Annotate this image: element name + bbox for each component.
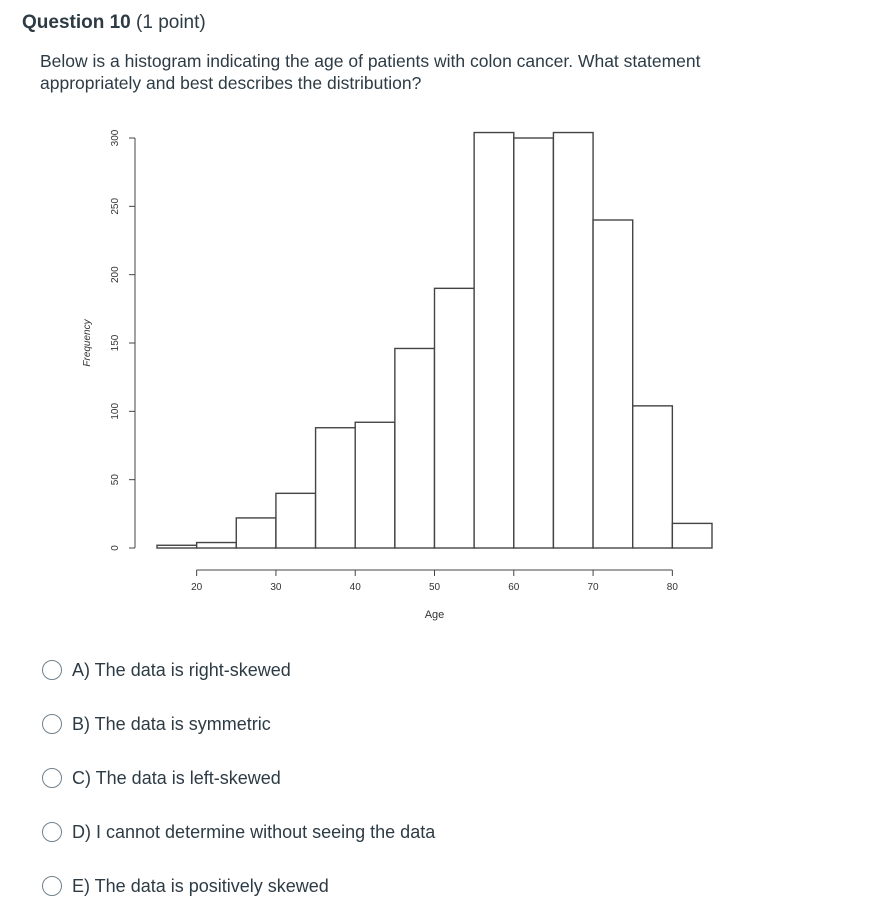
y-tick-label: 50 [110,474,121,486]
y-tick-label: 100 [110,402,121,420]
histogram-bar [197,543,237,548]
choice-label: A) The data is right-skewed [72,659,291,680]
histogram-bar [553,133,593,548]
radio-button[interactable] [42,822,62,842]
histogram-chart [60,108,740,638]
radio-button[interactable] [42,768,62,788]
choice-label: C) The data is left-skewed [72,767,281,788]
histogram-bar [474,133,514,548]
histogram-bar [514,138,554,548]
x-tick-label: 40 [349,582,361,593]
question-text: Below is a histogram indicating the age of patients with colon cancer. What statement appropriately and best describes the distribution? [40,51,701,93]
x-tick-label: 80 [666,582,678,593]
y-tick-label: 150 [110,334,121,352]
choice-label: E) The data is positively skewed [72,875,329,896]
x-axis-label: Age [424,609,445,621]
x-tick-label: 60 [508,582,520,593]
histogram-bar [395,348,435,548]
choice-label: B) The data is symmetric [72,713,271,734]
x-tick-label: 50 [428,582,441,593]
choice-d[interactable] [42,818,435,846]
choice-label: D) I cannot determine without seeing the data [72,821,436,842]
question-header [22,12,206,34]
histogram-bar [276,493,316,548]
histogram-bar [593,220,633,548]
x-tick-label: 70 [587,582,599,593]
y-tick-label: 0 [110,545,121,551]
histogram-bar [157,545,197,548]
radio-button[interactable] [42,876,62,896]
radio-button[interactable] [42,660,62,680]
question-number: Question 10 [22,12,131,33]
histogram-bar [633,406,673,548]
question-points: (1 point) [136,12,206,33]
y-tick-label: 250 [110,197,121,215]
x-tick-label: 20 [191,582,203,593]
choice-a[interactable] [42,656,291,684]
choice-c[interactable] [42,764,281,792]
histogram-bar [236,518,276,548]
radio-button[interactable] [42,714,62,734]
histogram-bar [316,428,356,548]
y-tick-label: 200 [110,266,121,284]
histogram-bar [435,288,475,548]
y-tick-label: 300 [110,129,121,147]
histogram-bar [672,523,712,548]
histogram-bar [355,422,395,548]
y-axis-label: Frequency [82,319,93,367]
choice-b[interactable] [42,710,271,738]
x-tick-label: 30 [270,582,282,593]
choice-e[interactable] [42,872,329,900]
